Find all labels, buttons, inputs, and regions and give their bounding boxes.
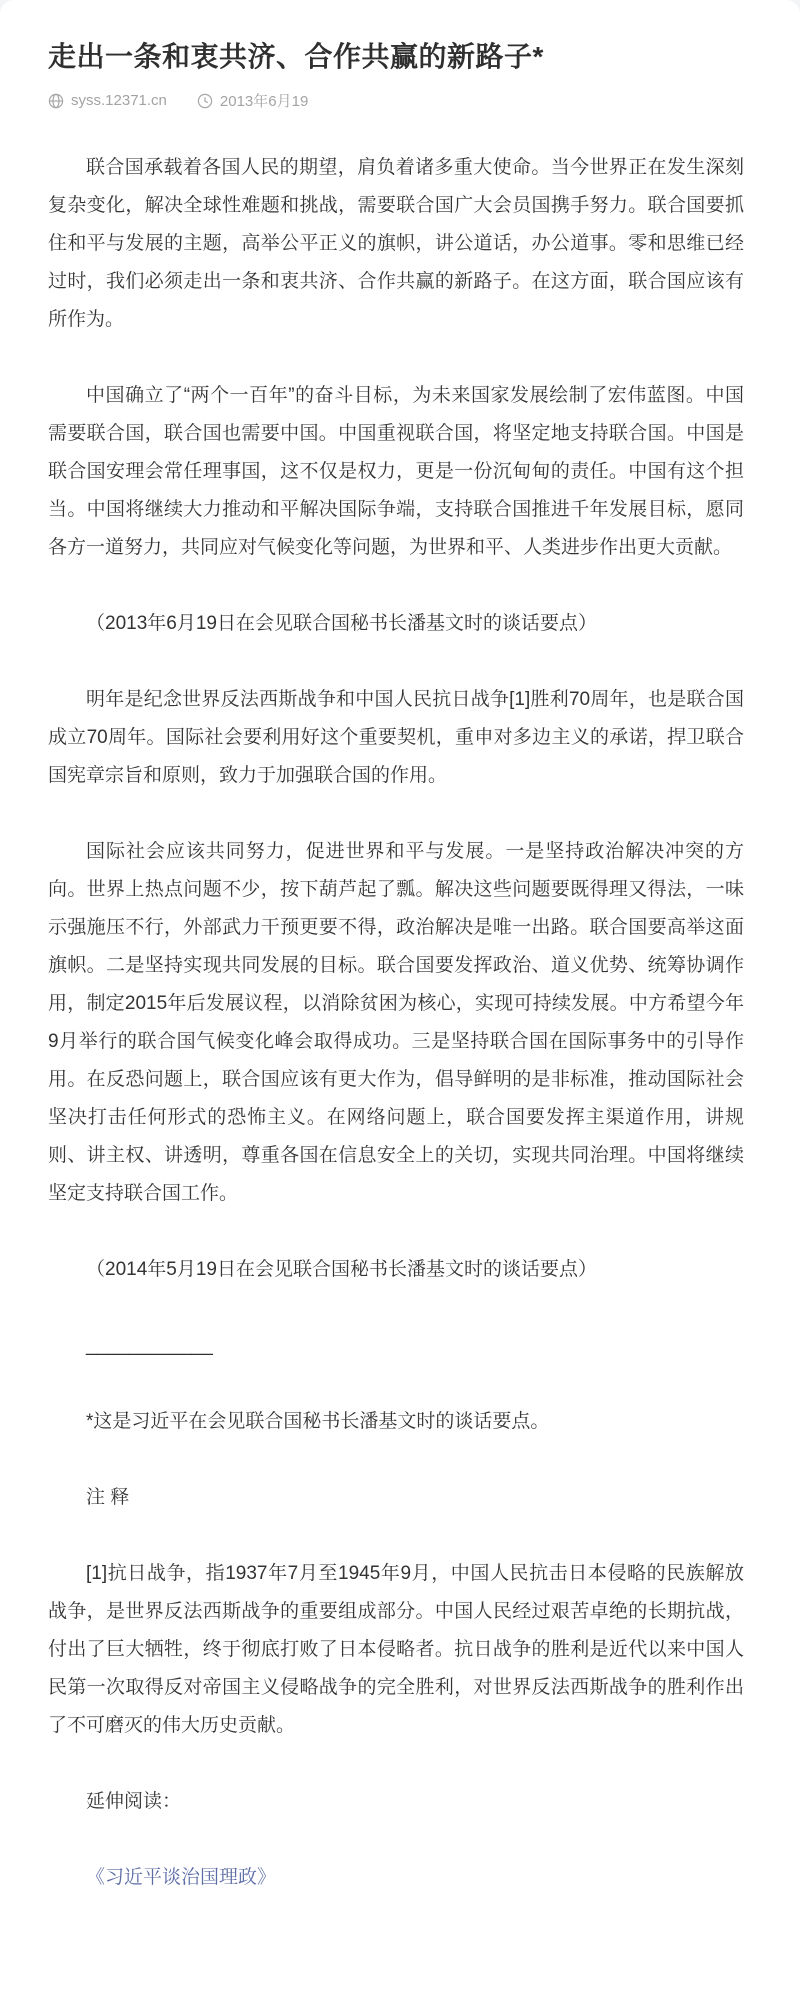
page-title: 走出一条和衷共济、合作共赢的新路子* [48,41,544,72]
globe-icon [48,93,64,109]
further-reading-link[interactable]: 《习近平谈治国理政》 [86,1867,277,1888]
paragraph-3: 明年是纪念世界反法西斯战争和中国人民抗日战争[1]胜利70周年，也是联合国成立70周年。国际社会要利用好这个重要契机，重申对多边主义的承诺，捍卫联合国宪章宗旨和原则，致力于加强联合国的作用。 [48,689,744,786]
article-body [48,149,744,1897]
date-meta [197,90,308,111]
paragraph-source-note-2014: （2014年5月19日在会见联合国秘书长潘基文时的谈话要点） [86,1259,597,1280]
clock-icon [197,93,213,109]
paragraph-1: 联合国承载着各国人民的期望，肩负着诸多重大使命。当今世界正在发生深刻复杂变化，解决全球性难题和挑战，需要联合国广大会员国携手努力。联合国要抓住和平与发展的主题，高举公平正义的旗帜，讲公道话，办公道事。零和思维已经过时，我们必须走出一条和衷共济、合作共赢的新路子。在这方面，联合国应该有所作为。 [48,157,744,330]
paragraph-2: 中国确立了“两个一百年”的奋斗目标，为未来国家发展绘制了宏伟蓝图。中国需要联合国，联合国也需要中国。中国重视联合国，将坚定地支持联合国。中国是联合国安理会常任理事国，这不仅是权力，更是一份沉甸甸的责任。中国有这个担当。中国将继续大力推动和平解决国际争端，支持联合国推进千年发展目标，愿同各方一道努力，共同应对气候变化等问题，为世界和平、人类进步作出更大贡献。 [48,385,744,558]
date-text: 2013年6月19 [219,93,309,110]
further-reading-item [48,1859,744,1897]
notes-heading: 注 释 [86,1487,130,1508]
footnote-text: *这是习近平在会见联合国秘书长潘基文时的谈话要点。 [86,1411,550,1432]
paragraph-4: 国际社会应该共同努力，促进世界和平与发展。一是坚持政治解决冲突的方向。世界上热点问题不少，按下葫芦起了瓢。解决这些问题要既得理又得法，一味示强施压不行，外部武力干预更要不得，政治解决是唯一出路。联合国要高举这面旗帜。二是坚持实现共同发展的目标。联合国要发挥政治、道义优势、统筹协调作用，制定2015年后发展议程，以消除贫困为核心，实现可持续发展。中方希望今年9月举行的联合国气候变化峰会取得成功。三是坚持联合国在国际事务中的引导作用。在反恐问题上，联合国应该有更大作为，倡导鲜明的是非标准，推动国际社会坚决打击任何形式的恐怖主义。在网络问题上，联合国要发挥主渠道作用，讲规则、讲主权、讲透明，尊重各国在信息安全上的关切，实现共同治理。中国将继续坚定支持联合国工作。 [48,841,744,1204]
source-text: syss.12371.cn [71,92,167,109]
article-meta [48,90,744,111]
paragraph-source-note-2013: （2013年6月19日在会见联合国秘书长潘基文时的谈话要点） [86,613,597,634]
footnote-divider: ____________ [86,1335,213,1356]
further-reading-label: 延伸阅读： [86,1791,182,1812]
source-meta [48,92,167,109]
note-1: [1]抗日战争，指1937年7月至1945年9月，中国人民抗击日本侵略的民族解放战争，是世界反法西斯战争的重要组成部分。中国人民经过艰苦卓绝的长期抗战，付出了巨大牺牲，终于彻底打败了日本侵略者。抗日战争的胜利是近代以来中国人民第一次取得反对帝国主义侵略战争的完全胜利，对世界反法西斯战争的胜利作出了不可磨灭的伟大历史贡献。 [48,1563,744,1736]
